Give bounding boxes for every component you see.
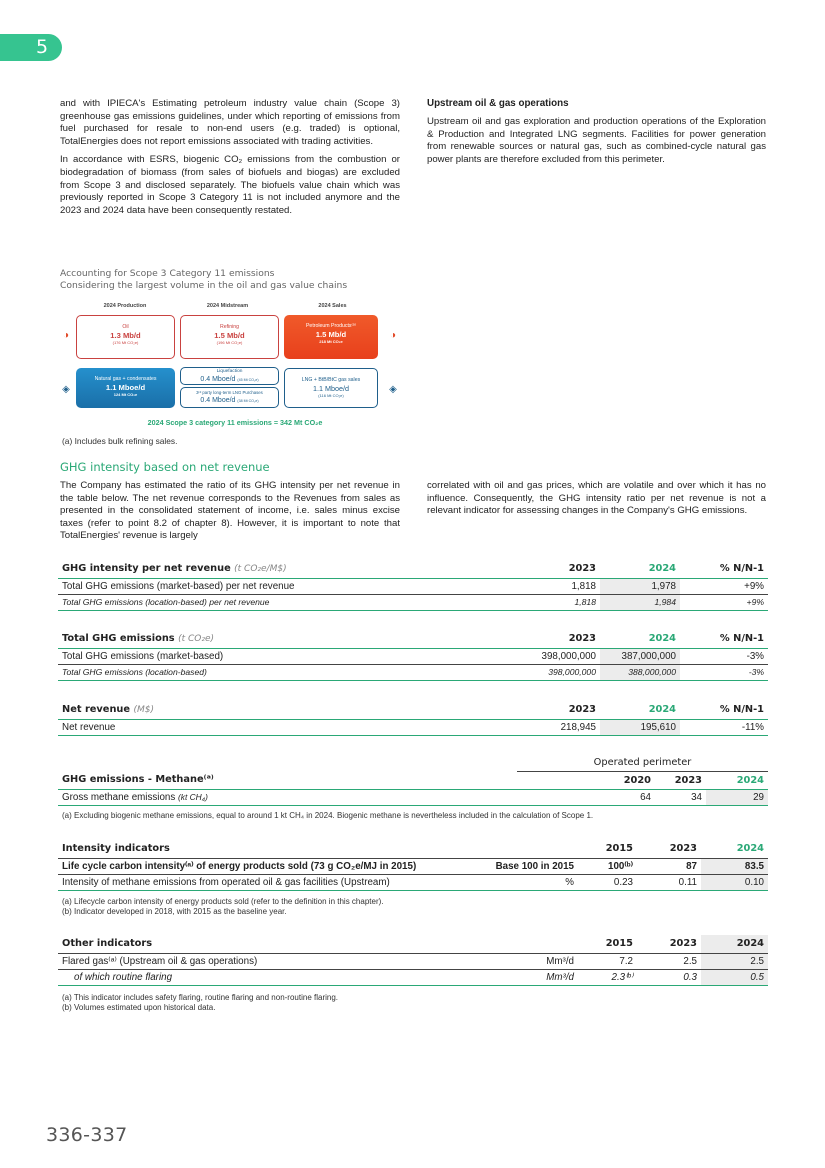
- net-revenue-table: [58, 701, 768, 736]
- paragraph: Upstream oil and gas exploration and production operations of the Exploration & Production and Integrated LNG segments. Facilities for power generation from renewable sources or natural gas, such as combined-cycle natural gas power plants are therefore excluded from this perimeter.: [427, 116, 766, 165]
- table-title: Other indicators: [58, 935, 478, 953]
- paragraph: In accordance with ESRS, biogenic CO₂ emissions from the combustion or biodegradation of biomass (from sales of biofuels and biogas) are excluded from Scope 3 and disclosed separately. The biofuels value chain which was previously reported in Scope 3 Category 11 is not included anymore and the 2023 and 2024 data have been consequently restated.: [60, 154, 400, 216]
- table-row: Gross methane emissions (kt CH₄) 64 34 29: [58, 789, 768, 805]
- col-2023: 2023: [637, 840, 701, 858]
- col-2024: 2024: [600, 701, 680, 719]
- accounting-subtitle: Considering the largest volume in the oil and gas value chains: [60, 280, 348, 291]
- methane-table: [58, 754, 768, 806]
- oil-box: [76, 315, 175, 359]
- col-2023: 2023: [637, 935, 701, 953]
- third-party-sub: (38 Mt CO₂e): [237, 398, 259, 403]
- oil-value: 1.3 Mb/d: [110, 331, 141, 340]
- intensity-indicators-table: [58, 840, 768, 891]
- operated-perimeter: Operated perimeter: [517, 754, 768, 771]
- col-2023: 2023: [521, 630, 600, 648]
- gas-value: 1.1 Mboe/d: [105, 383, 146, 392]
- other-indicators-table: [58, 935, 768, 986]
- refining-box: [180, 315, 279, 359]
- col-2023: 2023: [521, 560, 600, 578]
- left-column-text: [60, 98, 400, 223]
- third-party-value: 0.4 Mboe/d: [200, 396, 236, 404]
- gas-label: Natural gas + condensates: [94, 376, 157, 382]
- table-row: of which routine flaring Mm³/d 2.3⁽ᵇ⁾ 0.3 0.5: [58, 969, 768, 985]
- other-note-a: (a) This indicator includes safety flaring, routine flaring and non-routine flaring.: [62, 993, 338, 1002]
- third-party-label: 3ʳᵈ party long-term LNG Purchases: [196, 390, 263, 395]
- col-2024: 2024: [600, 560, 680, 578]
- refining-value: 1.5 Mb/d: [214, 331, 245, 340]
- oil-drop-icon: ◑: [389, 330, 397, 341]
- refining-label: Refining: [219, 324, 240, 330]
- col-2024: 2024: [600, 630, 680, 648]
- table-title: GHG emissions - Methane⁽ᵃ⁾: [58, 771, 517, 789]
- ghg-intensity-table: [58, 560, 768, 611]
- lng-box: [284, 368, 378, 408]
- table-row: Total GHG emissions (location-based) per net revenue 1,818 1,984 +9%: [58, 594, 768, 610]
- third-party-box: [180, 387, 279, 408]
- table-row: Flared gas⁽ᵃ⁾ (Upstream oil & gas operations) Mm³/d 7.2 2.5 2.5: [58, 953, 768, 969]
- oil-drop-icon: ◑: [62, 330, 70, 341]
- refining-sub: (196 Mt CO₂e): [216, 340, 243, 345]
- intensity-note-b: (b) Indicator developed in 2018, with 2015 as the baseline year.: [62, 907, 287, 916]
- table-row: Life cycle carbon intensity⁽ᵃ⁾ of energy products sold (73 g CO₂e/MJ in 2015) Base 100 in 2015 100⁽ᵇ⁾ 87 83.5: [58, 858, 768, 874]
- diagram-footer: 2024 Scope 3 category 11 emissions = 342 Mt CO₂e: [147, 418, 323, 427]
- table-row: Total GHG emissions (market-based) per net revenue 1,818 1,978 +9%: [58, 578, 768, 594]
- lng-label: LNG + BtB/BtC gas sales: [301, 377, 361, 383]
- page-number: 336-337: [46, 1124, 128, 1146]
- upstream-heading: Upstream oil & gas operations: [427, 98, 569, 109]
- col-2023: 2023: [521, 701, 600, 719]
- col-2024: 2024: [706, 771, 768, 789]
- ghg-right-text: correlated with oil and gas prices, which are volatile and over which it has no influence. Consequently, the GHG intensity ratio per net revenue is not a relevant indicator for assessing changes in the Company's GHG emissions.: [427, 480, 766, 517]
- gas-flame-icon: ◈: [389, 384, 397, 395]
- table-title: Net revenue (M$): [58, 701, 521, 719]
- table-title: Intensity indicators: [58, 840, 478, 858]
- paragraph: and with IPIECA's Estimating petroleum industry value chain (Scope 3) greenhouse gas emissions guidelines, under which reporting of emissions from fuel purchased for resale to non-end users (e.g. traded) is optional, TotalEnergies does not report emissions associated with trading activities.: [60, 98, 400, 147]
- oil-label: Oil: [122, 324, 129, 330]
- col-2024: 2024: [701, 935, 768, 953]
- col-2023: 2023: [655, 771, 706, 789]
- methane-note: (a) Excluding biogenic methane emissions, equal to around 1 kt CH₄ in 2024. Biogenic methane is nevertheless included in the calculation of Scope 1.: [62, 811, 594, 820]
- col-sales: 2024 Sales: [318, 303, 347, 309]
- col-2020: 2020: [517, 771, 655, 789]
- diagram-note: (a) Includes bulk refining sales.: [62, 436, 178, 446]
- table-row: Total GHG emissions (location-based) 398,000,000 388,000,000 -3%: [58, 664, 768, 680]
- table-row: Intensity of methane emissions from operated oil & gas facilities (Upstream) % 0.23 0.11 0.10: [58, 874, 768, 890]
- petroleum-box: [284, 315, 378, 359]
- liquefaction-label: Liquefaction: [216, 369, 243, 374]
- gas-sub: 124 Mt CO₂e: [113, 392, 138, 397]
- col-2015: 2015: [578, 935, 637, 953]
- liquefaction-box: [180, 367, 279, 385]
- intensity-note-a: (a) Lifecycle carbon intensity of energy products sold (refer to the definition in this chapter).: [62, 897, 384, 906]
- chapter-badge: 5: [0, 34, 62, 61]
- col-change: % N/N-1: [680, 560, 768, 578]
- petroleum-sub: 218 Mt CO₂e: [319, 339, 343, 344]
- col-change: % N/N-1: [680, 701, 768, 719]
- col-midstream: 2024 Midstream: [206, 303, 249, 309]
- col-2015: 2015: [578, 840, 637, 858]
- gas-box: [76, 368, 175, 408]
- col-production: 2024 Production: [103, 303, 147, 309]
- table-row: Total GHG emissions (market-based) 398,000,000 387,000,000 -3%: [58, 648, 768, 664]
- table-row: Net revenue 218,945 195,610 -11%: [58, 719, 768, 735]
- table-title: GHG intensity per net revenue (t CO₂e/M$): [58, 560, 521, 578]
- ghg-section-title: GHG intensity based on net revenue: [60, 460, 270, 474]
- lng-value: 1.1 Mboe/d: [313, 384, 349, 393]
- col-change: % N/N-1: [680, 630, 768, 648]
- lng-sub: (116 Mt CO₂e): [318, 393, 344, 398]
- scope3-diagram: [60, 298, 405, 430]
- oil-sub: (176 Mt CO₂e): [112, 340, 139, 345]
- total-ghg-table: [58, 630, 768, 681]
- gas-flame-icon: ◈: [62, 384, 70, 395]
- liquefaction-value: 0.4 Mboe/d: [200, 375, 236, 383]
- other-note-b: (b) Volumes estimated upon historical data.: [62, 1003, 216, 1012]
- col-2024: 2024: [701, 840, 768, 858]
- right-column-text: [427, 116, 766, 172]
- accounting-title: Accounting for Scope 3 Category 11 emissions: [60, 268, 275, 279]
- petroleum-label: Petroleum Products⁽ᵃ⁾: [305, 323, 357, 329]
- ghg-left-text: The Company has estimated the ratio of its GHG intensity per net revenue in the table below. The net revenue corresponds to the Revenues from sales as presented in the consolidated statement of income, i.e. sales minus excise taxes (refer to point 8.2 of chapter 8). However, it is important to note that TotalEnergies' revenue is largely: [60, 480, 400, 542]
- table-title: Total GHG emissions (t CO₂e): [58, 630, 521, 648]
- petroleum-value: 1.5 Mb/d: [315, 330, 347, 339]
- liquefaction-sub: (45 Mt CO₂e): [237, 377, 259, 382]
